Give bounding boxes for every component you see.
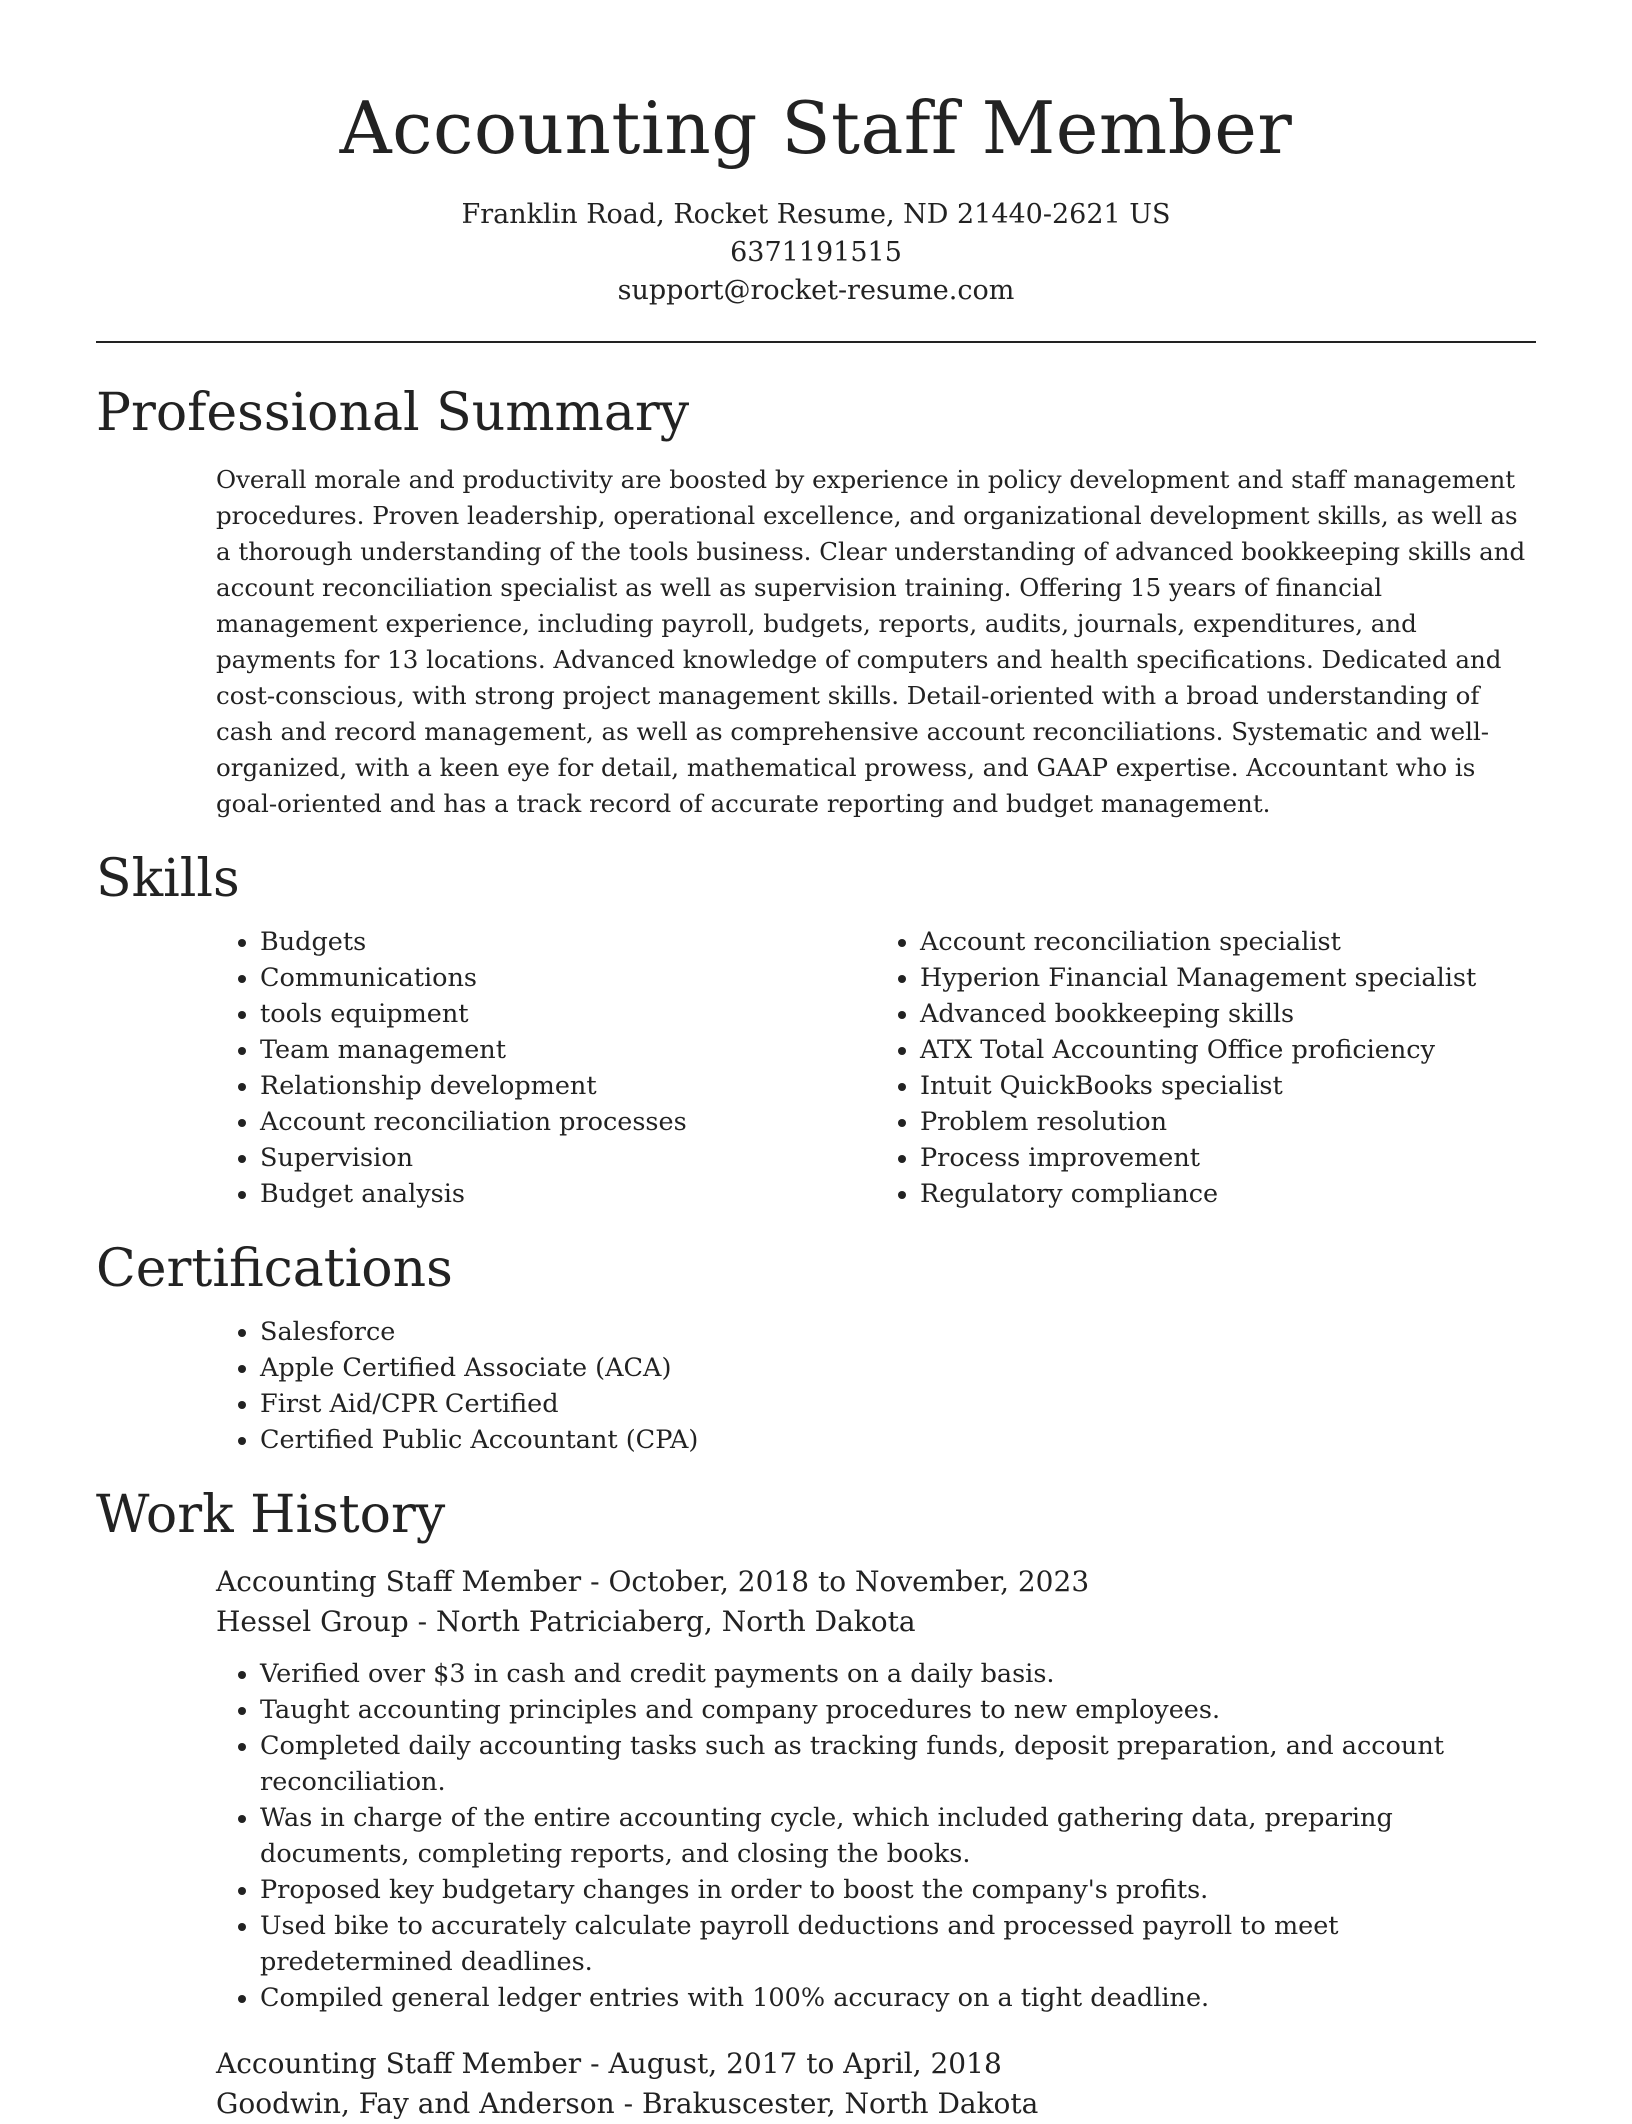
work-history-section <box>96 1482 1536 2124</box>
summary-text: Overall morale and productivity are boosted by experience in policy development and staff management procedures. Proven leadership, operational excellence, and organizational development skills, as well as a thorough understanding of the tools business. Clear understanding of advanced bookkeeping skills and account reconciliation specialist as well as supervision training. Offering 15 years of financial management experience, including payroll, budgets, reports, audits, journals, expenditures, and payments for 13 locations. Advanced knowledge of computers and health specifications. Dedicated and cost-conscious, with strong project management skills. Detail-oriented with a broad understanding of cash and record management, as well as comprehensive account reconciliations. Systematic and well-organized, with a keen eye for detail, mathematical prowess, and GAAP expertise. Accountant who is goal-oriented and has a track record of accurate reporting and budget management. <box>216 465 1526 818</box>
job-dates: October, 2018 to November, 2023 <box>608 1565 1090 1598</box>
job-entry <box>216 1562 1536 2016</box>
header-divider <box>96 341 1536 343</box>
job-separator: - <box>590 1565 609 1598</box>
job-separator: - <box>623 2087 642 2120</box>
skill-item: • Relationship development <box>260 1068 876 1104</box>
job-dates: August, 2017 to April, 2018 <box>608 2047 1002 2080</box>
skill-item: • Communications <box>260 960 876 996</box>
job-duty-item: • Used bike to accurately calculate payroll deductions and processed payroll to meet predetermined deadlines. <box>260 1908 1536 1980</box>
skill-item: • Process improvement <box>920 1140 1536 1176</box>
job-duty-item: • Completed daily accounting tasks such as tracking funds, deposit preparation, and account reconciliation. <box>260 1728 1536 1800</box>
job-company: Hessel Group <box>216 1605 409 1638</box>
job-duty-item: • Taught accounting principles and company procedures to new employees. <box>260 1692 1536 1728</box>
skills-section <box>96 846 1536 1212</box>
section-heading-work-history: Work History <box>96 1485 446 1545</box>
skill-item: • Team management <box>260 1032 876 1068</box>
job-title: Accounting Staff Member <box>216 1565 582 1598</box>
job-location: North Patriciaberg, North Dakota <box>436 1605 916 1638</box>
candidate-name: Accounting Staff Member <box>339 86 1293 170</box>
skill-item: • Problem resolution <box>920 1104 1536 1140</box>
professional-summary-section <box>96 380 1536 822</box>
job-company-line <box>216 1602 1536 1642</box>
skill-item: • Account reconciliation processes <box>260 1104 876 1140</box>
skill-item: • Hyperion Financial Management specialist <box>920 960 1536 996</box>
skill-item: • tools equipment <box>260 996 876 1032</box>
contact-block <box>0 196 1632 310</box>
contact-email: support@rocket-resume.com <box>617 275 1015 306</box>
contact-address: Franklin Road, Rocket Resume, ND 21440-2621 US <box>461 199 1171 230</box>
job-separator: - <box>590 2047 609 2080</box>
skill-item: • Intuit QuickBooks specialist <box>920 1068 1536 1104</box>
job-title-line <box>216 1562 1536 1602</box>
certifications-section <box>96 1236 1536 1458</box>
certification-item: • Apple Certified Associate (ACA) <box>260 1350 1536 1386</box>
job-duty-item: • Verified over $3 in cash and credit payments on a daily basis. <box>260 1656 1536 1692</box>
section-heading-summary: Professional Summary <box>96 383 690 443</box>
resume-body <box>96 380 1536 2124</box>
certification-item: • Certified Public Accountant (CPA) <box>260 1422 1536 1458</box>
section-heading-skills: Skills <box>96 849 240 909</box>
resume-header <box>0 0 1632 310</box>
job-entry <box>216 2044 1536 2124</box>
skill-item: • Budget analysis <box>260 1176 876 1212</box>
job-separator: - <box>417 1605 436 1638</box>
certification-item: • First Aid/CPR Certified <box>260 1386 1536 1422</box>
job-duty-item: • Was in charge of the entire accounting cycle, which included gathering data, preparing documents, completing reports, and closing the books. <box>260 1800 1536 1872</box>
job-company-line <box>216 2084 1536 2124</box>
job-title-line <box>216 2044 1536 2084</box>
skills-columns <box>216 924 1536 1212</box>
job-title: Accounting Staff Member <box>216 2047 582 2080</box>
certifications-list <box>216 1314 1536 1458</box>
job-location: Brakuscester, North Dakota <box>641 2087 1039 2120</box>
job-duty-item: • Compiled general ledger entries with 100% accuracy on a tight deadline. <box>260 1980 1536 2016</box>
job-company: Goodwin, Fay and Anderson <box>216 2087 615 2120</box>
skill-item: • Advanced bookkeeping skills <box>920 996 1536 1032</box>
contact-phone: 6371191515 <box>730 237 902 268</box>
skill-item: • Supervision <box>260 1140 876 1176</box>
certification-item: • Salesforce <box>260 1314 1536 1350</box>
skills-list-right <box>876 924 1536 1212</box>
job-duties-list <box>216 1656 1536 2016</box>
skills-list-left <box>216 924 876 1212</box>
skill-item: • ATX Total Accounting Office proficiency <box>920 1032 1536 1068</box>
job-duty-item: • Proposed key budgetary changes in order to boost the company's profits. <box>260 1872 1536 1908</box>
skill-item: • Budgets <box>260 924 876 960</box>
skill-item: • Account reconciliation specialist <box>920 924 1536 960</box>
section-heading-certifications: Certifications <box>96 1239 453 1299</box>
skill-item: • Regulatory compliance <box>920 1176 1536 1212</box>
